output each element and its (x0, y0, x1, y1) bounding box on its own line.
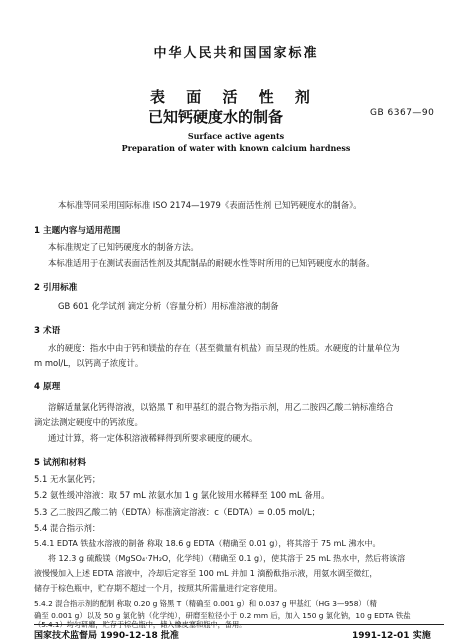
section-line: 5.4.1 EDTA 铁盐水溶液的制备 称取 18.6 g EDTA（精确至 0.01 g），将其溶于 75 mL 沸水中。 (34, 539, 381, 548)
footer-rule (34, 624, 444, 625)
section-line: 本标准适用于在测试表面活性剂及其配制品的耐硬水性等时所用的已知钙硬度水的制备。 (48, 258, 375, 268)
section-line: 本标准规定了已知钙硬度水的制备方法。 (48, 242, 199, 252)
section-line: 确至 0.001 g）以及 50 g 氯化钠（化学纯），研磨至粒径小于 0.2 mm 后，加入 150 g 氯化钠，10 g EDTA 铁盐 (34, 611, 411, 620)
section-line: 通过计算，将一定体积溶液稀释得到所要求硬度的硬水。 (48, 433, 258, 443)
document-title-line1: 表 面 活 性 剂 (150, 88, 318, 106)
section-line: 5.2 氨性缓冲溶液：取 57 mL 浓氨水加 1 g 氯化铵用水稀释至 100 mL 备用。 (34, 490, 330, 500)
section-line: 滴定法测定硬度中的钙浓度。 (34, 417, 143, 427)
section-line: GB 601 化学试剂 滴定分析（容量分析）用标准溶液的制备 (58, 301, 279, 311)
english-title-line1: Surface active agents (187, 131, 285, 141)
document-title-line2: 已知钙硬度水的制备 (148, 108, 284, 126)
approval-date: 国家技术监督局 1990-12-18 批准 (34, 631, 179, 641)
implementation-date: 1991-12-01 实施 (352, 631, 431, 641)
masthead: 中华人民共和国国家标准 (153, 46, 319, 61)
section-line: 5.1 无水氯化钙； (34, 474, 101, 484)
section-line: 5.4.2 混合指示剂的配制 称取 0.20 g 铬黑 T（精确至 0.001 g）和 0.037 g 甲基红（HG 3—958）（精 (34, 599, 377, 608)
section-line: m mol/L，以钙离子浓度计。 (34, 358, 144, 368)
section-line: 将 12.3 g 硫酸镁（MgSO₄·7H₂O，化学纯）（精确至 0.1 g），使其溶于 25 mL 热水中，然后将该溶 (48, 554, 406, 563)
section-line: 5.3 乙二胺四乙酸二钠（EDTA）标准滴定溶液：c（EDTA）= 0.05 mol/L； (34, 507, 321, 517)
section-line: 液慢慢加入上述 EDTA 溶液中，冷却后定容至 100 mL 并加 1 滴酚酞指示液，用氨水调至微红， (34, 569, 378, 578)
section-heading: 1 主题内容与适用范围 (34, 226, 121, 236)
english-title-line2: Preparation of water with known calcium hardness (121, 143, 351, 153)
section-heading: 3 术语 (34, 326, 61, 336)
section-line: 储存于棕色瓶中，贮存期不超过一个月，按照其所需量进行定容使用。 (34, 584, 282, 593)
section-line: 水的硬度：指水中由于钙和镁盐的存在（甚至微量有机盐）而呈现的性质。水硬度的计量单位为 (48, 343, 400, 353)
standard-number: GB 6367—90 (370, 108, 435, 118)
intro-paragraph: 本标准等同采用国际标准 ISO 2174—1979《表面活性剂 已知钙硬度水的制备》。 (58, 200, 362, 210)
section-heading: 5 试剂和材料 (34, 458, 86, 468)
section-heading: 2 引用标准 (34, 283, 78, 293)
section-line: 5.4 混合指示剂： (34, 523, 101, 533)
section-line: 溶解适量氯化钙得溶液，以铬黑 T 和甲基红的混合物为指示剂，用乙二胺四乙酸二钠标准络合 (48, 402, 394, 412)
section-heading: 4 原理 (34, 382, 61, 392)
